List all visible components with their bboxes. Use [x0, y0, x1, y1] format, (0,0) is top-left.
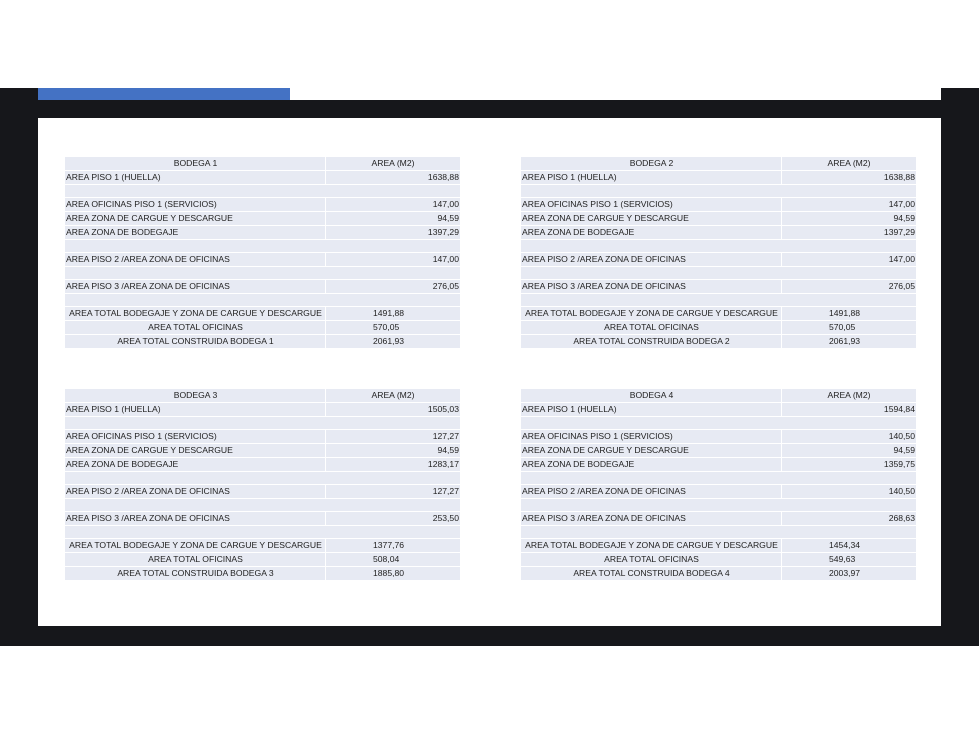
table-header-row: [65, 389, 460, 402]
total-label: AREA TOTAL BODEGAJE Y ZONA DE CARGUE Y DESCARGUE: [521, 307, 781, 320]
table-title: BODEGA 1: [65, 157, 325, 170]
total-row: [521, 321, 916, 334]
row-value: 1397,29: [782, 226, 916, 239]
table-row: [65, 226, 460, 239]
row-value: 94,59: [326, 212, 460, 225]
spacer-row: [521, 472, 916, 484]
row-label: AREA PISO 3 /AREA ZONA DE OFICINAS: [65, 512, 325, 525]
row-value: 1505,03: [326, 403, 460, 416]
table-row: [521, 171, 916, 184]
table-row: [65, 253, 460, 266]
table-header-row: [521, 389, 916, 402]
table-row: [521, 458, 916, 471]
total-label: AREA TOTAL OFICINAS: [521, 321, 781, 334]
total-label: AREA TOTAL BODEGAJE Y ZONA DE CARGUE Y DESCARGUE: [65, 539, 325, 552]
area-header: AREA (M2): [326, 157, 460, 170]
row-label: AREA ZONA DE BODEGAJE: [521, 458, 781, 471]
row-label: AREA PISO 3 /AREA ZONA DE OFICINAS: [65, 280, 325, 293]
table-row: [521, 430, 916, 443]
row-label: AREA PISO 1 (HUELLA): [65, 171, 325, 184]
row-label: AREA ZONA DE CARGUE Y DESCARGUE: [65, 212, 325, 225]
row-value: 94,59: [326, 444, 460, 457]
row-value: 268,63: [782, 512, 916, 525]
row-value: 147,00: [782, 253, 916, 266]
table-row: [65, 458, 460, 471]
total-row: [65, 539, 460, 552]
row-value: 127,27: [326, 430, 460, 443]
spacer-row: [65, 267, 460, 279]
row-label: AREA PISO 2 /AREA ZONA DE OFICINAS: [521, 485, 781, 498]
table-row: [521, 485, 916, 498]
row-label: AREA PISO 2 /AREA ZONA DE OFICINAS: [521, 253, 781, 266]
spacer-row: [521, 185, 916, 197]
bodega-table-4: [521, 389, 916, 581]
total-value: 1454,34: [782, 539, 916, 552]
bodega-table-3: [65, 389, 460, 581]
area-header: AREA (M2): [326, 389, 460, 402]
row-value: 140,50: [782, 485, 916, 498]
table-row: [65, 171, 460, 184]
total-value: 549,63: [782, 553, 916, 566]
total-value: 1885,80: [326, 567, 460, 580]
total-row: [521, 553, 916, 566]
spacer-row: [521, 526, 916, 538]
total-row: [521, 307, 916, 320]
total-label: AREA TOTAL CONSTRUIDA BODEGA 1: [65, 335, 325, 348]
row-label: AREA ZONA DE BODEGAJE: [65, 226, 325, 239]
table-row: [521, 212, 916, 225]
row-value: 140,50: [782, 430, 916, 443]
table-row: [521, 280, 916, 293]
row-label: AREA ZONA DE CARGUE Y DESCARGUE: [65, 444, 325, 457]
total-value: 2003,97: [782, 567, 916, 580]
table-title: BODEGA 2: [521, 157, 781, 170]
area-header: AREA (M2): [782, 157, 916, 170]
row-label: AREA ZONA DE CARGUE Y DESCARGUE: [521, 212, 781, 225]
accent-bar: [38, 88, 290, 100]
table-row: [521, 444, 916, 457]
spacer-row: [521, 417, 916, 429]
total-value: 2061,93: [326, 335, 460, 348]
row-value: 147,00: [326, 198, 460, 211]
total-row: [521, 335, 916, 348]
row-label: AREA ZONA DE BODEGAJE: [521, 226, 781, 239]
row-value: 1594,84: [782, 403, 916, 416]
spacer-row: [65, 417, 460, 429]
table-row: [521, 403, 916, 416]
row-label: AREA OFICINAS PISO 1 (SERVICIOS): [521, 430, 781, 443]
row-label: AREA PISO 1 (HUELLA): [521, 403, 781, 416]
table-row: [65, 485, 460, 498]
row-value: 1397,29: [326, 226, 460, 239]
total-row: [521, 567, 916, 580]
total-row: [521, 539, 916, 552]
spacer-row: [65, 240, 460, 252]
row-value: 94,59: [782, 444, 916, 457]
spacer-row: [65, 185, 460, 197]
spacer-row: [521, 294, 916, 306]
table-row: [521, 198, 916, 211]
table-row: [521, 226, 916, 239]
area-header: AREA (M2): [782, 389, 916, 402]
row-label: AREA PISO 3 /AREA ZONA DE OFICINAS: [521, 280, 781, 293]
table-row: [65, 212, 460, 225]
row-value: 253,50: [326, 512, 460, 525]
total-value: 570,05: [326, 321, 460, 334]
table-title: BODEGA 3: [65, 389, 325, 402]
total-value: 570,05: [782, 321, 916, 334]
total-row: [65, 567, 460, 580]
spacer-row: [65, 472, 460, 484]
row-value: 1638,88: [326, 171, 460, 184]
table-title: BODEGA 4: [521, 389, 781, 402]
table-row: [65, 280, 460, 293]
total-label: AREA TOTAL CONSTRUIDA BODEGA 2: [521, 335, 781, 348]
spacer-row: [521, 499, 916, 511]
total-value: 1377,76: [326, 539, 460, 552]
spacer-row: [65, 499, 460, 511]
row-value: 127,27: [326, 485, 460, 498]
row-label: AREA PISO 1 (HUELLA): [521, 171, 781, 184]
total-row: [65, 321, 460, 334]
row-value: 1283,17: [326, 458, 460, 471]
total-row: [65, 307, 460, 320]
row-label: AREA PISO 3 /AREA ZONA DE OFICINAS: [521, 512, 781, 525]
table-row: [65, 512, 460, 525]
spacer-row: [521, 267, 916, 279]
total-label: AREA TOTAL CONSTRUIDA BODEGA 4: [521, 567, 781, 580]
total-row: [65, 553, 460, 566]
bodega-table-1: [65, 157, 460, 349]
row-value: 1638,88: [782, 171, 916, 184]
total-label: AREA TOTAL BODEGAJE Y ZONA DE CARGUE Y DESCARGUE: [65, 307, 325, 320]
slide: [38, 118, 941, 626]
spacer-row: [65, 526, 460, 538]
total-value: 1491,88: [326, 307, 460, 320]
row-label: AREA ZONA DE CARGUE Y DESCARGUE: [521, 444, 781, 457]
row-label: AREA PISO 2 /AREA ZONA DE OFICINAS: [65, 485, 325, 498]
row-label: AREA OFICINAS PISO 1 (SERVICIOS): [521, 198, 781, 211]
table-row: [65, 403, 460, 416]
bodega-table-2: [521, 157, 916, 349]
table-row: [521, 253, 916, 266]
total-label: AREA TOTAL OFICINAS: [521, 553, 781, 566]
table-row: [521, 512, 916, 525]
total-label: AREA TOTAL BODEGAJE Y ZONA DE CARGUE Y DESCARGUE: [521, 539, 781, 552]
total-label: AREA TOTAL OFICINAS: [65, 321, 325, 334]
total-label: AREA TOTAL CONSTRUIDA BODEGA 3: [65, 567, 325, 580]
row-label: AREA ZONA DE BODEGAJE: [65, 458, 325, 471]
total-label: AREA TOTAL OFICINAS: [65, 553, 325, 566]
total-value: 2061,93: [782, 335, 916, 348]
row-value: 147,00: [326, 253, 460, 266]
row-value: 1359,75: [782, 458, 916, 471]
row-label: AREA PISO 1 (HUELLA): [65, 403, 325, 416]
table-header-row: [65, 157, 460, 170]
table-row: [65, 444, 460, 457]
row-value: 276,05: [782, 280, 916, 293]
total-row: [65, 335, 460, 348]
row-label: AREA OFICINAS PISO 1 (SERVICIOS): [65, 430, 325, 443]
row-value: 94,59: [782, 212, 916, 225]
spacer-row: [65, 294, 460, 306]
table-header-row: [521, 157, 916, 170]
row-value: 147,00: [782, 198, 916, 211]
row-value: 276,05: [326, 280, 460, 293]
row-label: AREA PISO 2 /AREA ZONA DE OFICINAS: [65, 253, 325, 266]
row-label: AREA OFICINAS PISO 1 (SERVICIOS): [65, 198, 325, 211]
spacer-row: [521, 240, 916, 252]
total-value: 1491,88: [782, 307, 916, 320]
table-row: [65, 198, 460, 211]
table-row: [65, 430, 460, 443]
total-value: 508,04: [326, 553, 460, 566]
